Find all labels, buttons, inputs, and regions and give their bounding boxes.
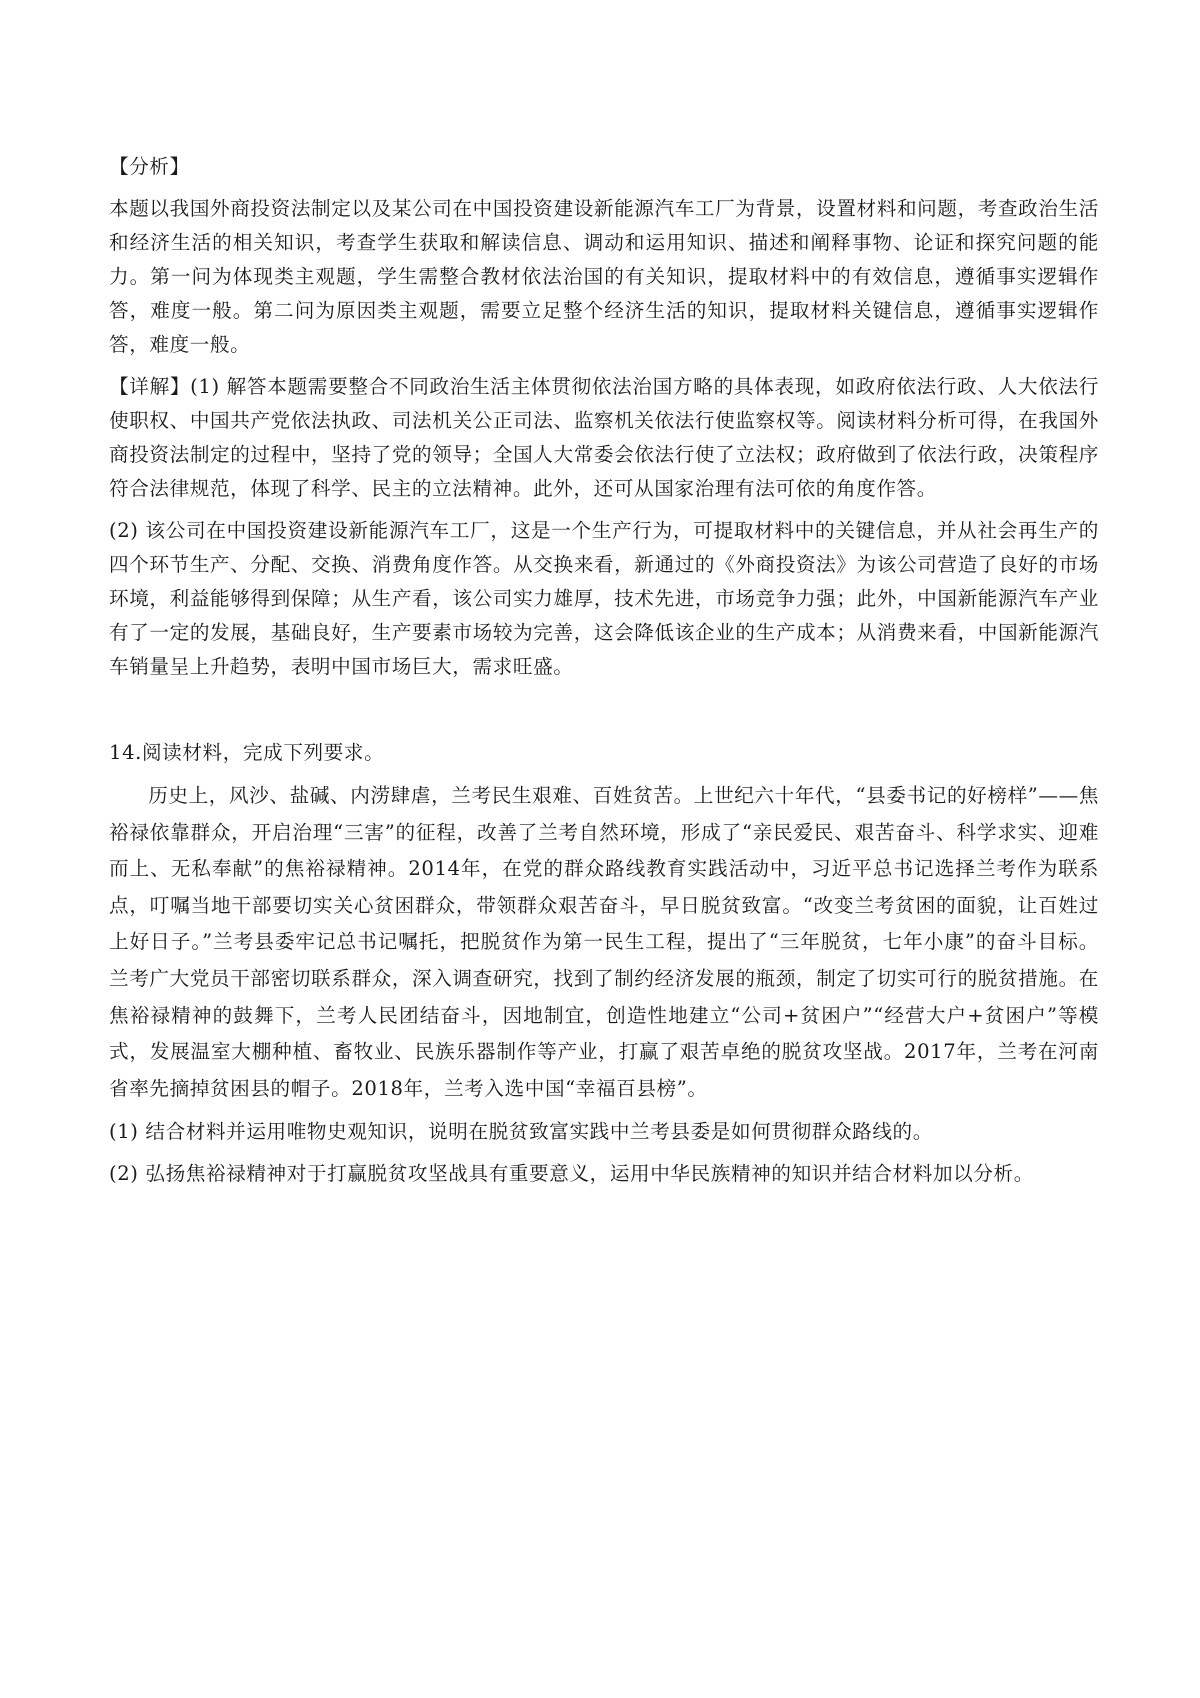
spacer — [109, 684, 1099, 736]
document-page — [109, 150, 1099, 1191]
spacer — [109, 770, 1099, 778]
spacer — [109, 362, 1099, 370]
question-14-title: 14.阅读材料，完成下列要求。 — [109, 741, 385, 764]
question-14-material: 历史上，风沙、盐碱、内涝肆虐，兰考民生艰难、百姓贫苦。上世纪六十年代，“县委书记的好榜样”——焦裕禄依靠群众，开启治理“三害”的征程，改善了兰考自然环境，形成了“亲民爱民、艰苦奋斗、科学求实、迎难而上、无私奉献”的焦裕禄精神。2014年，在党的群众路线教育实践活动中，习近平总书记选择兰考作为联系点，叮嘱当地干部要切实关心贫困群众，带领群众艰苦奋斗，早日脱贫致富。“改变兰考贫困的面貌，让百姓过上好日子。”兰考县委牢记总书记嘱托，把脱贫作为第一民生工程，提出了“三年脱贫，七年小康”的奋斗目标。兰考广大党员干部密切联系群众，深入调查研究，找到了制约经济发展的瓶颈，制定了切实可行的脱贫措施。在焦裕禄精神的鼓舞下，兰考人民团结奋斗，因地制宜，创造性地建立“公司+贫困户”“经营大户+贫困户”等模式，发展温室大棚种植、畜牧业、民族乐器制作等产业，打赢了艰苦卓绝的脱贫攻坚战。2017年，兰考在河南省率先摘掉贫困县的帽子。2018年，兰考入选中国“幸福百县榜”。 — [109, 784, 1099, 1100]
spacer — [109, 506, 1099, 514]
spacer — [109, 1107, 1099, 1115]
analysis-heading: 【分析】 — [109, 155, 190, 178]
detail-part-2: (2) 该公司在中国投资建设新能源汽车工厂，这是一个生产行为，可提取材料中的关键信息，并从社会再生产的四个环节生产、分配、交换、消费角度作答。从交换来看，新通过的《外商投资法》为该公司营造了良好的市场环境，利益能够得到保障；从生产看，该公司实力雄厚，技术先进，市场竞争力强；此外，中国新能源汽车产业有了一定的发展，基础良好，生产要素市场较为完善，这会降低该企业的生产成本；从消费来看，中国新能源汽车销量呈上升趋势，表明中国市场巨大，需求旺盛。 — [109, 519, 1099, 678]
detail-part-1: 【详解】(1) 解答本题需要整合不同政治生活主体贯彻依法治国方略的具体表现，如政府依法行政、人大依法行使职权、中国共产党依法执政、司法机关公正司法、监察机关依法行使监察权等。阅读材料分析可得，在我国外商投资法制定的过程中，坚持了党的领导；全国人大常委会依法行使了立法权；政府做到了依法行政，决策程序符合法律规范，体现了科学、民主的立法精神。此外，还可从国家治理有法可依的角度作答。 — [109, 375, 1099, 500]
analysis-paragraph: 本题以我国外商投资法制定以及某公司在中国投资建设新能源汽车工厂为背景，设置材料和问题，考查政治生活和经济生活的相关知识，考查学生获取和解读信息、调动和运用知识、描述和阐释事物、论证和探究问题的能力。第一问为体现类主观题，学生需整合教材依法治国的有关知识，提取材料中的有效信息，遵循事实逻辑作答，难度一般。第二问为原因类主观题，需要立足整个经济生活的知识，提取材料关键信息，遵循事实逻辑作答，难度一般。 — [109, 197, 1099, 356]
question-14-sub-1: (1) 结合材料并运用唯物史观知识，说明在脱贫致富实践中兰考县委是如何贯彻群众路线的。 — [109, 1120, 933, 1144]
spacer — [109, 1149, 1099, 1157]
question-14-sub-2: (2) 弘扬焦裕禄精神对于打赢脱贫攻坚战具有重要意义，运用中华民族精神的知识并结合材料加以分析。 — [109, 1162, 1034, 1186]
